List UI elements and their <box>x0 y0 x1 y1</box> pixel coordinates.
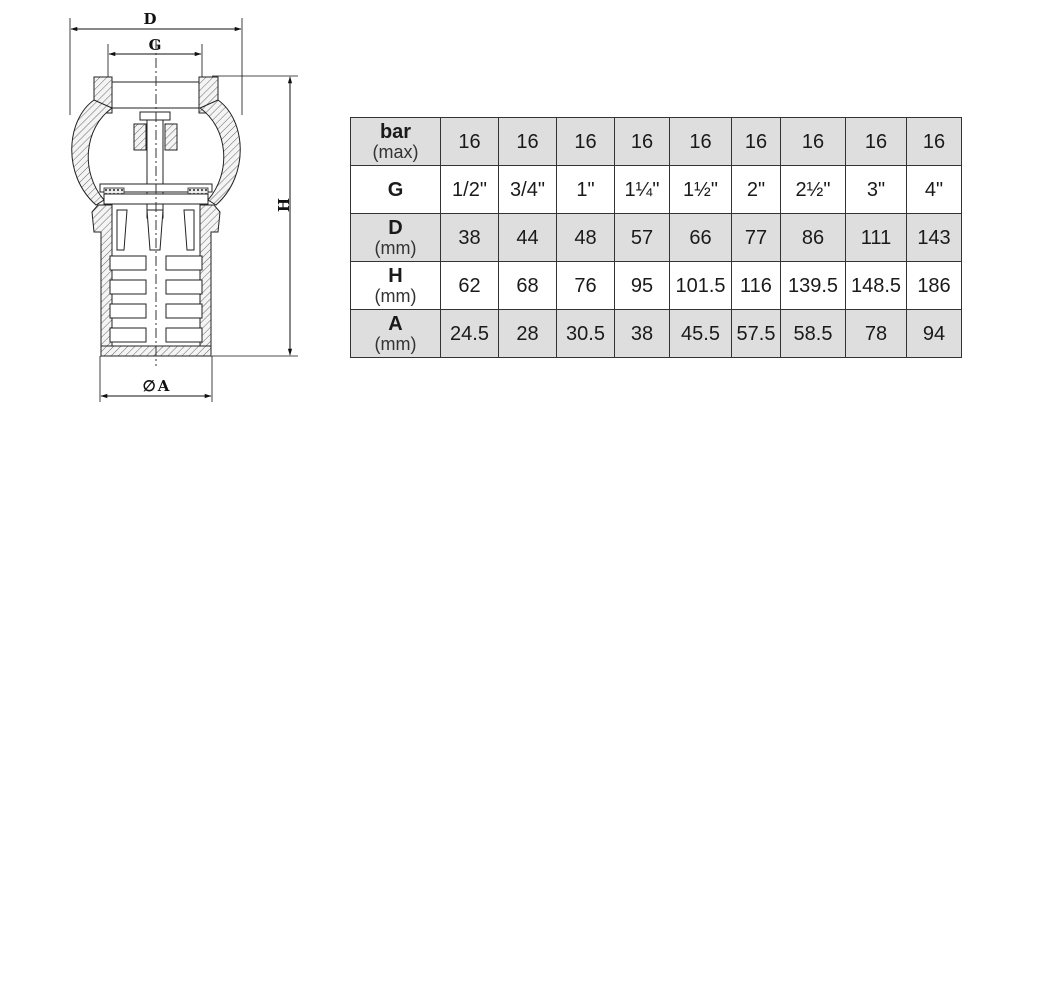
dimension-a-label <box>143 377 170 395</box>
table-cell: 16 <box>732 118 781 166</box>
row-header-unit: (mm) <box>374 334 417 354</box>
table-cell: 44 <box>499 214 557 262</box>
table-cell: 16 <box>781 118 846 166</box>
table-cell: 78 <box>846 310 907 358</box>
table-cell: 16 <box>615 118 670 166</box>
table-cell: 16 <box>499 118 557 166</box>
row-header-g <box>351 166 441 214</box>
table-cell: 1" <box>557 166 615 214</box>
dimension-a-letter: A <box>157 377 170 395</box>
dimension-g-label: G <box>148 36 162 54</box>
row-header-unit: (max) <box>372 142 419 162</box>
table-row-bar <box>351 118 962 166</box>
table-cell: 24.5 <box>441 310 499 358</box>
table-cell: 76 <box>557 262 615 310</box>
row-header-label: bar <box>379 121 412 143</box>
table-cell: 1¼" <box>615 166 670 214</box>
table-cell: 94 <box>907 310 962 358</box>
specification-table <box>350 117 962 358</box>
dimension-g <box>108 36 202 110</box>
table-cell: 143 <box>907 214 962 262</box>
table-cell: 38 <box>615 310 670 358</box>
table-cell: 62 <box>441 262 499 310</box>
row-header-bar <box>351 118 441 166</box>
table-cell: 4" <box>907 166 962 214</box>
table-cell: 1½" <box>670 166 732 214</box>
table-cell: 38 <box>441 214 499 262</box>
table-cell: 3" <box>846 166 907 214</box>
table-cell: 58.5 <box>781 310 846 358</box>
table-cell: 45.5 <box>670 310 732 358</box>
row-header-label: D <box>388 217 403 239</box>
table-cell: 86 <box>781 214 846 262</box>
diameter-symbol: ∅ <box>142 377 156 395</box>
row-header-label: H <box>388 265 403 287</box>
table-cell: 16 <box>557 118 615 166</box>
table-cell: 1/2" <box>441 166 499 214</box>
table-cell: 66 <box>670 214 732 262</box>
table-row-h <box>351 262 962 310</box>
table-cell: 30.5 <box>557 310 615 358</box>
dimension-d-label: D <box>143 10 157 28</box>
table-cell: 48 <box>557 214 615 262</box>
table-cell: 16 <box>846 118 907 166</box>
table-cell: 111 <box>846 214 907 262</box>
table-cell: 2" <box>732 166 781 214</box>
table-cell: 148.5 <box>846 262 907 310</box>
table-cell: 77 <box>732 214 781 262</box>
table-cell: 57 <box>615 214 670 262</box>
row-header-h <box>351 262 441 310</box>
table-cell: 101.5 <box>670 262 732 310</box>
table-cell: 68 <box>499 262 557 310</box>
table-cell: 57.5 <box>732 310 781 358</box>
table-cell: 186 <box>907 262 962 310</box>
table-cell: 16 <box>907 118 962 166</box>
row-header-label: A <box>388 313 403 335</box>
table-cell: 16 <box>441 118 499 166</box>
row-header-d <box>351 214 441 262</box>
row-header-unit: (mm) <box>374 286 417 306</box>
dimension-a <box>100 356 212 402</box>
table-row-g <box>351 166 962 214</box>
table-cell: 95 <box>615 262 670 310</box>
foot-valve-technical-drawing <box>60 0 310 410</box>
table-row-a <box>351 310 962 358</box>
table-cell: 2½" <box>781 166 846 214</box>
dimension-h-label: H <box>275 197 293 213</box>
table-cell: 3/4" <box>499 166 557 214</box>
table-row-d <box>351 214 962 262</box>
table-cell: 139.5 <box>781 262 846 310</box>
table-cell: 28 <box>499 310 557 358</box>
row-header-a <box>351 310 441 358</box>
row-header-label: G <box>387 178 404 201</box>
row-header-unit: (mm) <box>374 238 417 258</box>
table-cell: 116 <box>732 262 781 310</box>
table-cell: 16 <box>670 118 732 166</box>
